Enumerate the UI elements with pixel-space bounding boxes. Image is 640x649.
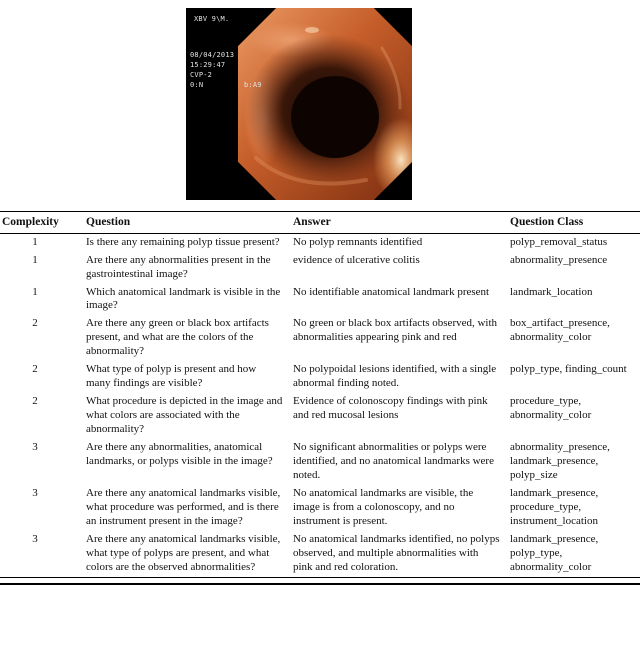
answer-cell: No identifiable anatomical landmark present <box>293 285 490 298</box>
answer-cell: No green or black box artifacts observed, with abnormalities appearing pink and red <box>293 317 498 344</box>
table-row <box>0 531 640 577</box>
question-cell: Are there any green or black box artifacts present, and what are the colors of the abnormality? <box>86 317 269 358</box>
table-body <box>0 233 640 577</box>
table-row <box>0 233 640 251</box>
question-class-cell: procedure_type, abnormality_color <box>510 395 592 422</box>
complexity-cell: 3 <box>32 487 38 500</box>
figure-area <box>0 0 640 200</box>
table-row <box>0 393 640 439</box>
complexity-cell: 2 <box>32 317 38 330</box>
overlay-mode: CVP-2 <box>190 71 213 79</box>
answer-cell: No anatomical landmarks are visible, the image is from a colonoscopy, and no instrument is present. <box>293 487 474 528</box>
answer-cell: evidence of ulcerative colitis <box>293 253 420 266</box>
question-cell: What type of polyp is present and how many findings are visible? <box>86 363 257 390</box>
answer-cell: Evidence of colonoscopy findings with pink and red mucosal lesions <box>293 395 488 422</box>
overlay-device-label: XBV 9\M. <box>194 15 230 23</box>
answer-cell: No polypoidal lesions identified, with a single abnormal finding noted. <box>293 363 497 390</box>
overlay-setting: 0:N <box>190 81 204 89</box>
header-answer: Answer <box>293 212 510 234</box>
question-class-cell: landmark_location <box>510 285 593 298</box>
question-class-cell: abnormality_presence, landmark_presence, polyp_size <box>510 441 610 482</box>
question-cell: Are there any abnormalities present in the gastrointestinal image? <box>86 253 271 280</box>
question-class-cell: landmark_presence, procedure_type, instrument_location <box>510 487 599 528</box>
header-question-class: Question Class <box>510 212 640 234</box>
table-row <box>0 485 640 531</box>
answer-cell: No anatomical landmarks identified, no polyps observed, and multiple abnormalities with pink and red coloration. <box>293 533 500 573</box>
complexity-cell: 2 <box>32 363 38 376</box>
question-class-cell: abnormality_presence <box>510 253 608 266</box>
question-class-cell: polyp_removal_status <box>510 235 608 248</box>
complexity-cell: 1 <box>32 285 38 298</box>
qa-table-section <box>0 211 640 585</box>
table-row <box>0 315 640 361</box>
question-cell: Are there any anatomical landmarks visible, what procedure was performed, and is there an instrument present in the image? <box>86 487 281 528</box>
complexity-cell: 1 <box>32 235 38 248</box>
table-row <box>0 439 640 485</box>
answer-cell: No significant abnormalities or polyps were identified, and no anatomical landmarks were noted. <box>293 441 494 482</box>
complexity-cell: 1 <box>32 253 38 266</box>
question-cell: Are there any abnormalities, anatomical landmarks, or polyps visible in the image? <box>86 441 273 468</box>
header-question: Question <box>70 212 293 234</box>
qa-table <box>0 211 640 577</box>
question-cell: What procedure is depicted in the image and what colors are associated with the abnormality? <box>86 395 283 436</box>
overlay-time: 15:29:47 <box>190 61 226 69</box>
endoscopy-image <box>186 8 412 200</box>
question-class-cell: box_artifact_presence, abnormality_color <box>510 317 610 344</box>
overlay-date: 08/04/2013 <box>190 51 235 59</box>
question-class-cell: landmark_presence, polyp_type, abnormality_color <box>510 533 599 573</box>
table-row <box>0 252 640 284</box>
light-reflection-small <box>305 27 319 33</box>
table-header <box>0 212 640 234</box>
table-row <box>0 284 640 316</box>
complexity-cell: 3 <box>32 533 38 545</box>
question-cell: Which anatomical landmark is visible in the image? <box>86 285 281 312</box>
question-cell: Is there any remaining polyp tissue present? <box>86 235 280 248</box>
question-class-cell: polyp_type, finding_count <box>510 363 627 376</box>
lumen-core <box>291 76 379 158</box>
complexity-cell: 3 <box>32 441 38 454</box>
header-complexity: Complexity <box>0 212 70 234</box>
table-bottom-rule <box>0 577 640 585</box>
answer-cell: No polyp remnants identified <box>293 235 423 248</box>
table-row <box>0 361 640 393</box>
octagon-view <box>238 8 412 200</box>
question-cell: Are there any anatomical landmarks visible, what type of polyps are present, and what colors are the observed abnormalities? <box>86 533 281 573</box>
complexity-cell: 2 <box>32 395 38 408</box>
header-row <box>0 212 640 234</box>
overlay-right-setting: b:A9 <box>244 81 262 89</box>
